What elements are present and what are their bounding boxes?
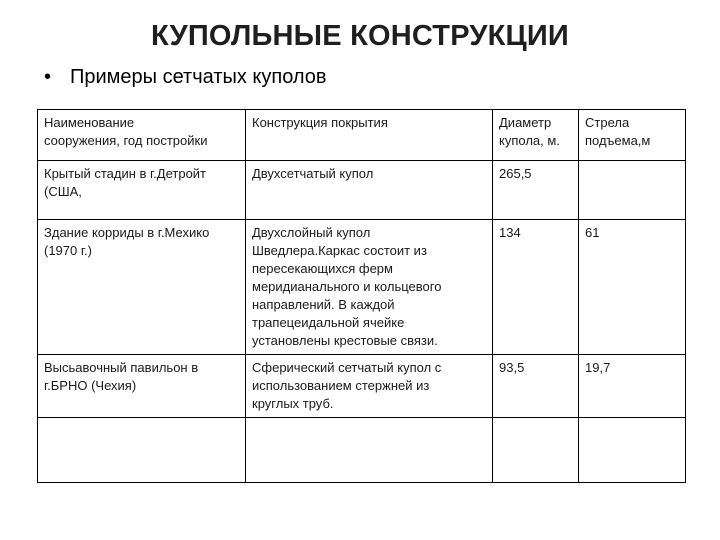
table-row <box>38 355 686 418</box>
header-cell-construction: Конструкция покрытия <box>246 110 493 161</box>
table-row-empty <box>38 418 686 483</box>
domes-table <box>37 109 686 483</box>
cell-empty <box>579 418 686 483</box>
header-cell-rise: Стрела подъема,м <box>579 110 686 161</box>
table-header-row <box>38 110 686 161</box>
header-cell-name: Наименование сооружения, год постройки <box>38 110 246 161</box>
table-row <box>38 161 686 220</box>
cell-diameter: 134 <box>493 220 579 355</box>
bullet-item <box>44 66 327 89</box>
cell-empty <box>493 418 579 483</box>
cell-diameter: 265,5 <box>493 161 579 220</box>
cell-diameter: 93,5 <box>493 355 579 418</box>
table-row <box>38 220 686 355</box>
cell-name: Высьавочный павильон в г.БРНО (Чехия) <box>38 355 246 418</box>
cell-rise: 19,7 <box>579 355 686 418</box>
cell-name: Крытый стадин в г.Детройт (США, <box>38 161 246 220</box>
cell-empty <box>38 418 246 483</box>
slide-title: КУПОЛЬНЫЕ КОНСТРУКЦИИ <box>151 20 569 52</box>
cell-construction: Сферический сетчатый купол с использованием стержней из круглых труб. <box>246 355 493 418</box>
cell-rise: 61 <box>579 220 686 355</box>
cell-construction: Двухсетчатый купол <box>246 161 493 220</box>
bullet-text: Примеры сетчатых куполов <box>70 66 327 88</box>
cell-name: Здание корриды в г.Мехико (1970 г.) <box>38 220 246 355</box>
cell-construction: Двухслойный купол Шведлера.Каркас состоит из пересекающихся ферм меридианального и кольцевого направлений. В каждой трапецеидальной ячейке установлены крестовые связи. <box>246 220 493 355</box>
bullet-dot-icon: • <box>44 66 52 88</box>
header-cell-diameter: Диаметр купола, м. <box>493 110 579 161</box>
cell-empty <box>246 418 493 483</box>
cell-rise <box>579 161 686 220</box>
